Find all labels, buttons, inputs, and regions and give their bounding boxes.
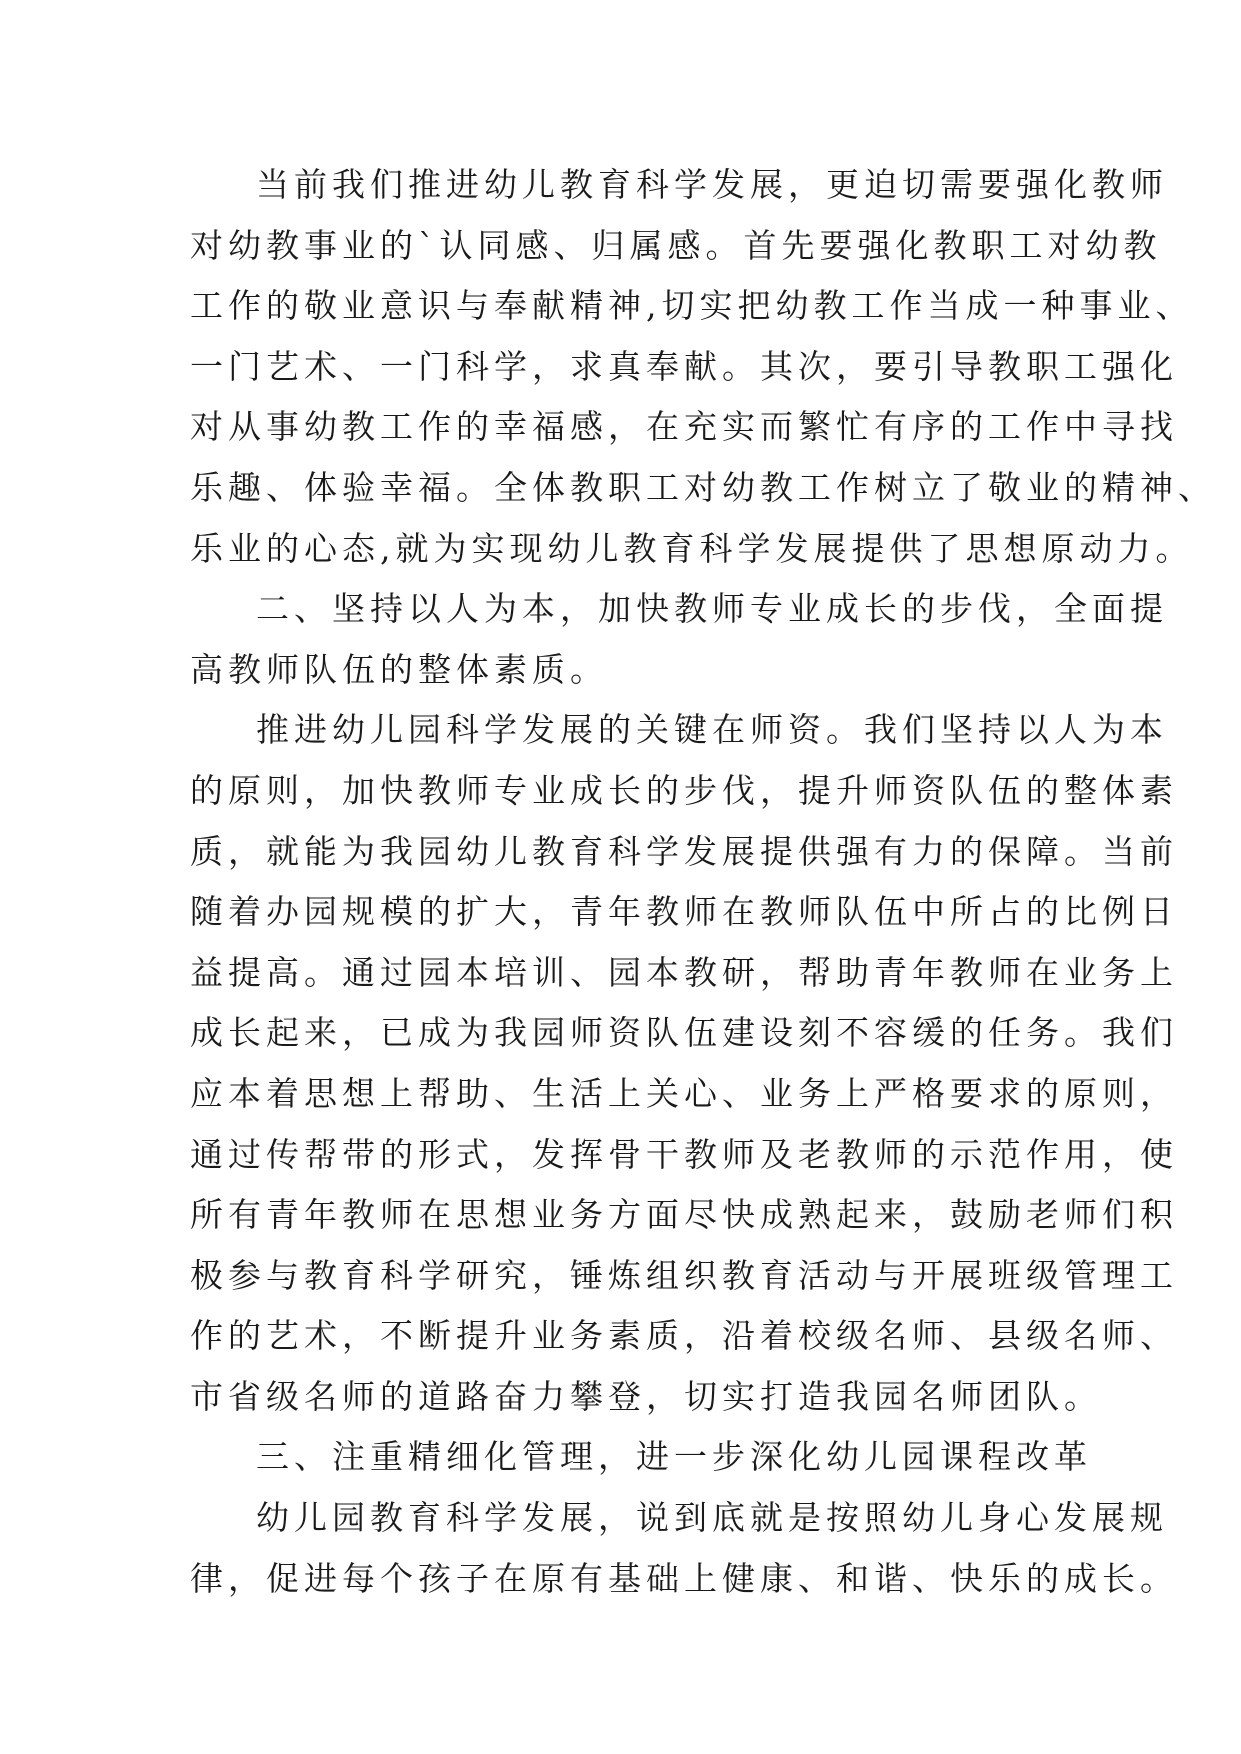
document-body	[190, 155, 1216, 1609]
text-line: 益提高。通过园本培训、园本教研，帮助青年教师在业务上	[190, 952, 1178, 992]
text-line: 成长起来，已成为我园师资队伍建设刻不容缓的任务。我们	[190, 1013, 1178, 1053]
text-line: 高教师队伍的整体素质。	[190, 649, 608, 689]
text-line: 工作的敬业意识与奉献精神,切实把幼教工作当成一种事业、	[190, 286, 1194, 326]
text-line: 随着办园规模的扩大，青年教师在教师队伍中所占的比例日	[190, 892, 1178, 932]
text-line: 幼儿园教育科学发展，说到底就是按照幼儿身心发展规	[256, 1498, 1168, 1538]
text-line: 市省级名师的道路奋力攀登，切实打造我园名师团队。	[190, 1376, 1102, 1416]
text-line: 律，促进每个孩子在原有基础上健康、和谐、快乐的成长。	[190, 1558, 1178, 1598]
text-line: 一门艺术、一门科学，求真奉献。其次，要引导教职工强化	[190, 346, 1178, 386]
text-line: 推进幼儿园科学发展的关键在师资。我们坚持以人为本	[256, 710, 1168, 750]
text-line: 所有青年教师在思想业务方面尽快成熟起来，鼓励老师们积	[190, 1195, 1178, 1235]
text-line: 三、注重精细化管理，进一步深化幼儿园课程改革	[256, 1437, 1092, 1477]
text-line: 乐趣、体验幸福。全体教职工对幼教工作树立了敬业的精神、	[190, 467, 1216, 507]
text-line: 二、坚持以人为本，加快教师专业成长的步伐，全面提	[256, 589, 1168, 629]
text-line: 质，就能为我园幼儿教育科学发展提供强有力的保障。当前	[190, 831, 1178, 871]
text-line: 通过传帮带的形式，发挥骨干教师及老教师的示范作用，使	[190, 1134, 1178, 1174]
text-line: 的原则，加快教师专业成长的步伐，提升师资队伍的整体素	[190, 770, 1178, 810]
text-line: 极参与教育科学研究，锤炼组织教育活动与开展班级管理工	[190, 1255, 1178, 1295]
text-line: 乐业的心态,就为实现幼儿教育科学发展提供了思想原动力。	[190, 528, 1194, 568]
text-line: 对幼教事业的`认同感、归属感。首先要强化教职工对幼教	[190, 225, 1162, 265]
text-line: 作的艺术，不断提升业务素质，沿着校级名师、县级名师、	[190, 1316, 1178, 1356]
text-line: 对从事幼教工作的幸福感，在充实而繁忙有序的工作中寻找	[190, 407, 1178, 447]
text-line: 当前我们推进幼儿教育科学发展，更迫切需要强化教师	[256, 165, 1168, 204]
text-line: 应本着思想上帮助、生活上关心、业务上严格要求的原则，	[190, 1073, 1178, 1113]
